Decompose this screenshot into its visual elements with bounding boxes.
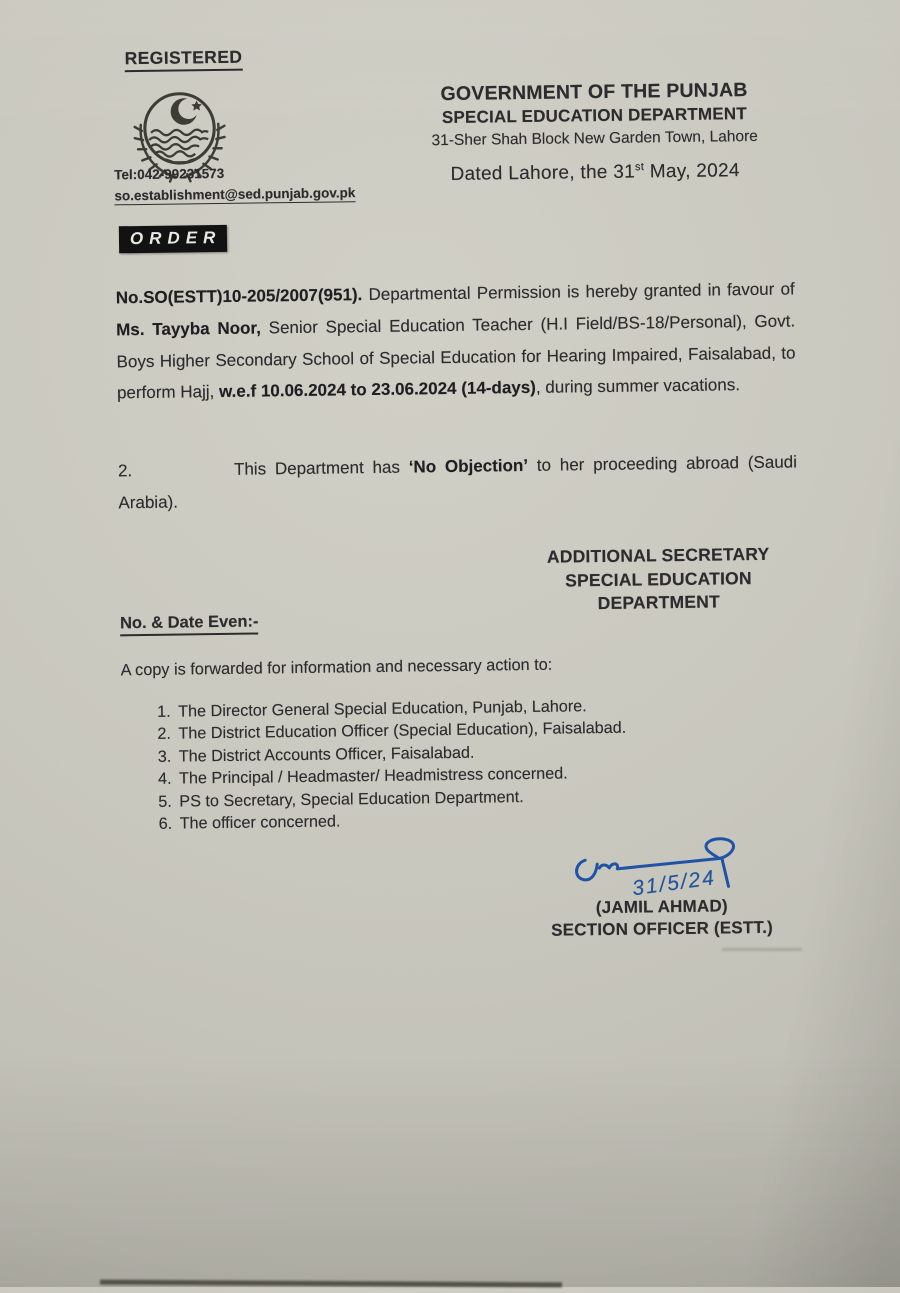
- department-name: SPECIAL EDUCATION DEPARTMENT: [391, 102, 797, 129]
- scan-artifact-mark: [722, 948, 802, 951]
- forwarding-line: A copy is forwarded for information and necessary action to:: [121, 656, 553, 681]
- telephone-number: Tel:042-99231573: [114, 166, 224, 182]
- date-prefix: Dated Lahore, the 31: [450, 161, 635, 184]
- handwritten-date: 31/5/24: [631, 866, 717, 900]
- signatory-designation-block: [527, 543, 790, 617]
- signatory-name: (JAMIL AHMAD): [516, 894, 808, 919]
- no-objection-paragraph: [118, 446, 798, 518]
- list-item: 3. The District Accounts Officer, Faisalabad.: [176, 737, 816, 768]
- no-objection-phrase: ‘No Objection’: [409, 456, 529, 477]
- signatory-line: SPECIAL EDUCATION: [527, 566, 789, 593]
- letterhead: [391, 79, 798, 185]
- signature-block: [516, 894, 809, 941]
- date-suffix: May, 2024: [644, 160, 740, 182]
- date-line: [392, 159, 798, 186]
- list-item: 5. PS to Secretary, Special Education Department.: [176, 782, 816, 813]
- number-date-even-label: No. & Date Even:-: [120, 613, 259, 637]
- list-item: 2. The District Education Officer (Special Education), Faisalabad.: [175, 715, 815, 746]
- order-heading: ORDER: [119, 225, 228, 253]
- list-item: 6. The officer concerned.: [176, 804, 816, 835]
- paragraph-number: 2.: [118, 454, 234, 487]
- paragraph-text: , during summer vacations.: [536, 376, 740, 398]
- department-address: 31-Sher Shah Block New Garden Town, Lahore: [392, 125, 798, 152]
- list-item: 1. The Director General Special Education, Punjab, Lahore.: [175, 692, 815, 723]
- paragraph-text: Senior Special Education Teacher (H.I Field/BS-18/Personal), Govt. Boys Higher Secondary School of Special Education for Hearing Impaired, Faisalabad, to perform Hajj,: [116, 311, 795, 402]
- list-item: 4. The Principal / Headmaster/ Headmistress concerned.: [176, 759, 816, 790]
- signatory-title: SECTION OFFICER (ESTT.): [516, 916, 808, 941]
- email-address: so.establishment@sed.punjab.gov.pk: [114, 185, 355, 205]
- registered-label: REGISTERED: [124, 47, 242, 73]
- order-paragraph: [116, 273, 797, 409]
- paragraph-text: This Department has: [234, 458, 409, 479]
- distribution-list: [148, 692, 817, 835]
- signatory-line: DEPARTMENT: [528, 590, 790, 617]
- teacher-name: Ms. Tayyba Noor,: [116, 318, 261, 339]
- org-name: GOVERNMENT OF THE PUNJAB: [391, 79, 797, 106]
- signatory-line: ADDITIONAL SECRETARY: [527, 543, 789, 570]
- reference-number: No.SO(ESTT)10-205/2007(951).: [116, 285, 363, 307]
- date-ordinal-superscript: st: [635, 161, 644, 173]
- paragraph-text: Departmental Permission is hereby granted in favour of: [362, 279, 795, 304]
- hajj-dates: w.e.f 10.06.2024 to 23.06.2024 (14-days): [219, 378, 536, 401]
- paragraph-text: to her proceeding abroad (Saudi Arabia).: [118, 452, 797, 512]
